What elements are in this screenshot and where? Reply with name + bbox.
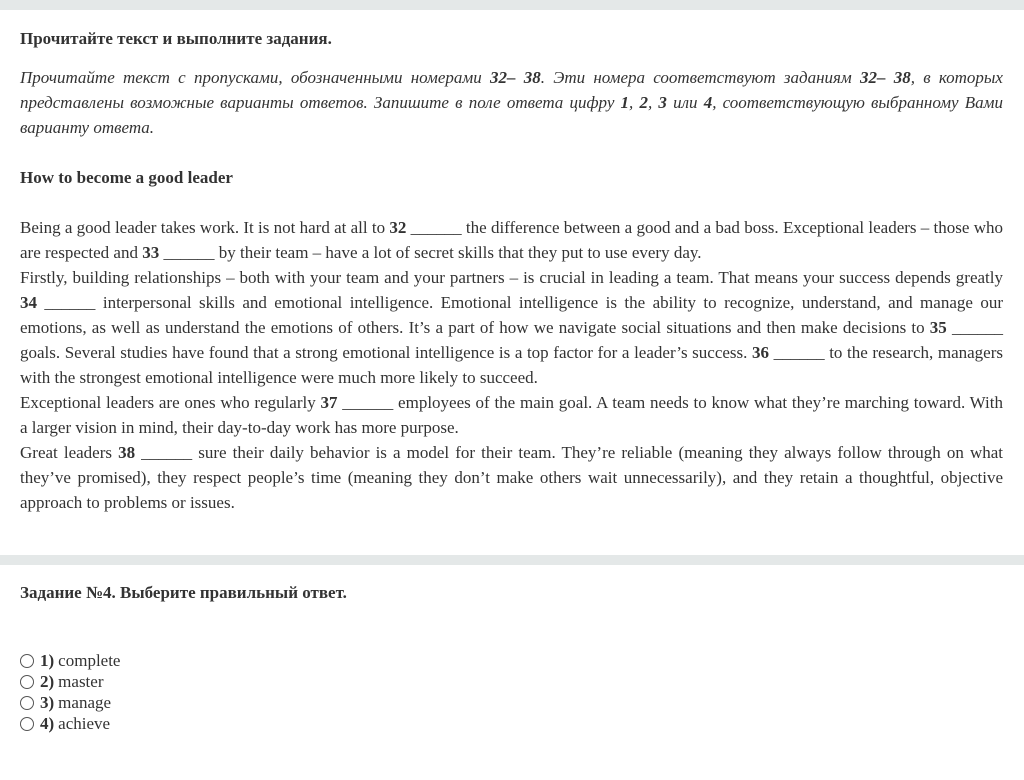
passage-text: Being a good leader takes work. It is not hard at all to [20, 218, 390, 237]
instr-range-2: 32– 38 [860, 68, 911, 87]
option-label: master [58, 671, 104, 691]
gap-number-33: 33 [142, 243, 160, 262]
instr-digit-3: 3 [658, 93, 667, 112]
instr-digit-2: 2 [639, 93, 648, 112]
option-number: 3) [40, 692, 55, 712]
section-divider-bar [0, 555, 1024, 565]
answer-option-1[interactable] [20, 650, 120, 671]
option-number: 4) [40, 713, 55, 733]
question-block [20, 580, 1003, 605]
answer-options [20, 650, 120, 734]
option-label: manage [58, 692, 112, 712]
instr-range-1: 32– 38 [489, 68, 541, 87]
instr-digit-1: 1 [620, 93, 630, 112]
radio-button[interactable] [20, 696, 34, 710]
option-label: achieve [58, 713, 111, 733]
passage-paragraph-2 [20, 265, 1003, 390]
answer-option-4[interactable] [20, 713, 120, 734]
instr-comma-2: , [647, 93, 659, 112]
reading-passage [20, 215, 1003, 515]
instr-text-4: , соответствующую выбранному Вами варианту ответа. [20, 93, 1004, 137]
instr-comma-1: , [629, 93, 640, 112]
passage-paragraph-1 [20, 215, 1003, 265]
answer-option-3[interactable] [20, 692, 120, 713]
passage-text: ______ the difference between a good and a bad boss. Exceptional leaders – those who are respected and [20, 218, 1003, 262]
task-header: Прочитайте текст и выполните задания. [20, 29, 332, 48]
radio-button[interactable] [20, 675, 34, 689]
question-title: Задание №4. Выберите правильный ответ. [20, 583, 347, 602]
instr-text-1: Прочитайте текст с пропусками, обозначенными номерами [20, 68, 490, 87]
passage-text: ______ employees of the main goal. A team needs to know what they’re marching toward. With a larger vision in mind, their day-to-day work has more purpose. [20, 393, 1003, 437]
passage-text: ______ by their team – have a lot of secret skills that they put to use every day. [159, 243, 702, 262]
gap-number-38: 38 [118, 443, 136, 462]
passage-text: ______ sure their daily behavior is a model for their team. They’re reliable (meaning they always follow through on what they’ve promised), they respect people’s time (meaning they don’t make others wait unnecessarily), and they retain a thoughtful, objective approach to problems or issues. [20, 443, 1003, 512]
gap-number-34: 34 [20, 293, 37, 312]
instr-digit-4: 4 [703, 93, 713, 112]
passage-text: ______ goals. Several studies have found that a strong emotional intelligence is a top factor for a leader’s success. [20, 318, 1003, 362]
option-number: 2) [40, 671, 55, 691]
passage-paragraph-3 [20, 390, 1003, 440]
passage-text: Exceptional leaders are ones who regularly [20, 393, 321, 412]
top-divider-bar [0, 0, 1024, 10]
passage-text: ______ to the research, managers with the strongest emotional intelligence were much more likely to succeed. [20, 343, 1003, 387]
passage-text: Firstly, building relationships – both with your team and your partners – is crucial in leading a team. That means your success depends greatly [20, 268, 1003, 287]
passage-text: ______ interpersonal skills and emotional intelligence. Emotional intelligence is the ability to recognize, understand, and manage our emotions, as well as understand the emotions of others. It’s a part of how we navigate social situations and then make decisions to [20, 293, 1003, 337]
instr-or: или [666, 93, 704, 112]
gap-number-36: 36 [752, 343, 769, 362]
passage-text: Great leaders [20, 443, 119, 462]
reading-task-block [20, 26, 1003, 515]
gap-number-37: 37 [320, 393, 338, 412]
instr-text-3: , в которых представлены возможные варианты ответов. Запишите в поле ответа цифру [20, 68, 1003, 112]
text-title: How to become a good leader [20, 168, 233, 187]
answer-option-2[interactable] [20, 671, 120, 692]
option-number: 1) [40, 650, 55, 670]
gap-number-32: 32 [389, 218, 407, 237]
task-instructions [20, 65, 1003, 140]
radio-button[interactable] [20, 654, 34, 668]
instr-text-2: . Эти номера соответствуют заданиям [540, 68, 861, 87]
passage-paragraph-4 [20, 440, 1003, 515]
option-label: complete [58, 650, 121, 670]
radio-button[interactable] [20, 717, 34, 731]
gap-number-35: 35 [929, 318, 947, 337]
